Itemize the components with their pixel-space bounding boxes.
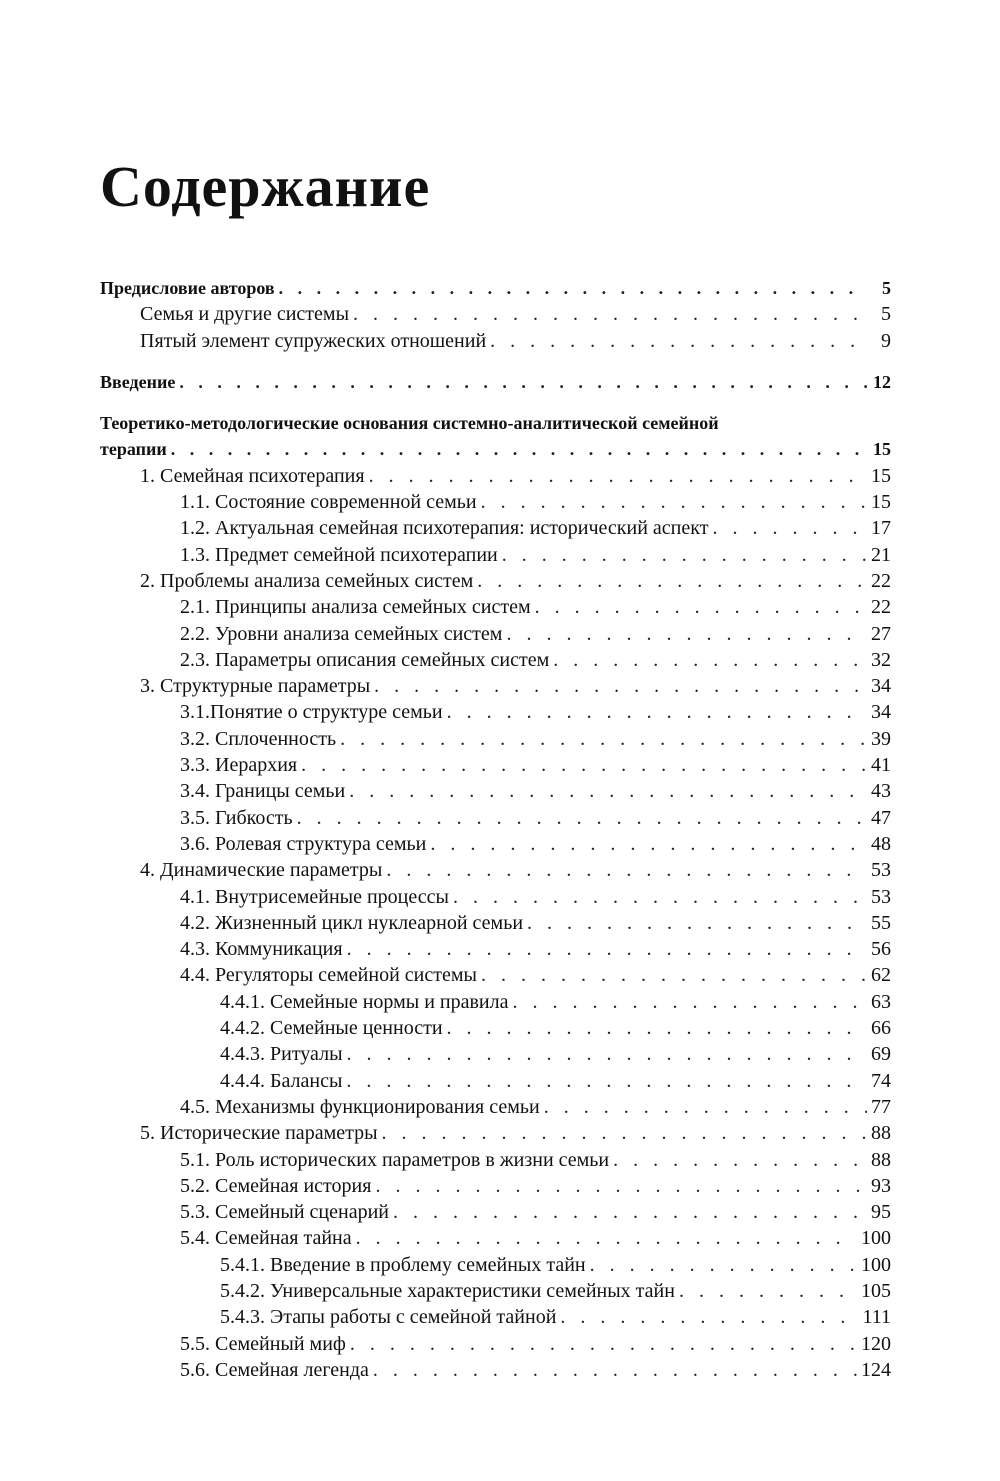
toc-entry-label: 4. Динамические параметры bbox=[140, 859, 383, 882]
toc-entry-label: Предисловие авторов bbox=[100, 278, 275, 298]
table-of-contents bbox=[100, 275, 891, 1383]
dot-leader bbox=[374, 673, 867, 699]
dot-leader bbox=[613, 1147, 867, 1173]
dot-leader bbox=[279, 275, 867, 301]
dot-leader bbox=[353, 301, 867, 327]
toc-page-number: 5 bbox=[881, 303, 891, 326]
dot-leader bbox=[712, 515, 867, 541]
toc-entry-label: 4.1. Внутрисемейные процессы bbox=[180, 885, 449, 908]
toc-page-number: 12 bbox=[873, 371, 891, 392]
toc-page-number: 32 bbox=[871, 648, 891, 671]
toc-page-number: 21 bbox=[871, 543, 891, 566]
toc-page-number: 105 bbox=[861, 1279, 891, 1302]
toc-entry[interactable] bbox=[100, 301, 891, 327]
dot-leader bbox=[349, 778, 867, 804]
toc-entry[interactable] bbox=[100, 805, 891, 831]
dot-leader bbox=[346, 1068, 867, 1094]
toc-entry-label: 5.4. Семейная тайна bbox=[180, 1227, 352, 1250]
toc-entry[interactable] bbox=[100, 1225, 891, 1251]
toc-entry[interactable] bbox=[100, 436, 891, 462]
dot-leader bbox=[373, 1357, 857, 1383]
toc-entry-label: Пятый элемент супружеских отношений bbox=[140, 329, 487, 352]
toc-page-number: 124 bbox=[861, 1358, 891, 1381]
dot-leader bbox=[513, 989, 868, 1015]
page-title: Содержание bbox=[100, 154, 431, 219]
toc-entry[interactable] bbox=[100, 752, 891, 778]
toc-page-number: 34 bbox=[871, 701, 891, 724]
toc-entry[interactable] bbox=[100, 699, 891, 725]
toc-page-number: 56 bbox=[871, 938, 891, 961]
toc-entry[interactable] bbox=[100, 328, 891, 354]
toc-entry-label: 2.3. Параметры описания семейных систем bbox=[180, 648, 550, 671]
toc-entry[interactable] bbox=[100, 369, 891, 395]
toc-entry-label: 4.2. Жизненный цикл нуклеарной семьи bbox=[180, 911, 524, 934]
dot-leader bbox=[369, 463, 867, 489]
toc-entry[interactable] bbox=[100, 275, 891, 301]
dot-leader bbox=[453, 884, 867, 910]
dot-leader bbox=[340, 726, 867, 752]
toc-entry-label: 3.2. Сплоченность bbox=[180, 727, 337, 750]
toc-entry[interactable] bbox=[100, 594, 891, 620]
toc-entry[interactable] bbox=[100, 831, 891, 857]
toc-page-number: 48 bbox=[871, 832, 891, 855]
toc-entry[interactable] bbox=[100, 542, 891, 568]
toc-page-number: 66 bbox=[871, 1017, 891, 1040]
toc-entry-label: 3.6. Ролевая структура семьи bbox=[180, 832, 427, 855]
dot-leader bbox=[590, 1252, 857, 1278]
toc-entry-label: 4.4.1. Семейные нормы и правила bbox=[220, 990, 509, 1013]
toc-entry-label: 3.4. Границы семьи bbox=[180, 780, 346, 803]
toc-entry[interactable] bbox=[100, 910, 891, 936]
toc-entry[interactable] bbox=[100, 962, 891, 988]
toc-entry[interactable] bbox=[100, 989, 891, 1015]
dot-leader bbox=[490, 328, 867, 354]
toc-page-number: 62 bbox=[871, 964, 891, 987]
toc-entry-label: 1.2. Актуальная семейная психотерапия: исторический аспект bbox=[180, 517, 709, 540]
dot-leader bbox=[481, 489, 867, 515]
toc-page-number: 88 bbox=[871, 1122, 891, 1145]
toc-entry-label: 5.3. Семейный сценарий bbox=[180, 1201, 389, 1224]
toc-page-number: 5 bbox=[882, 278, 891, 298]
toc-entry-label: терапии bbox=[100, 439, 167, 460]
toc-entry-label: 5.1. Роль исторических параметров в жизни семьи bbox=[180, 1148, 610, 1171]
dot-leader bbox=[301, 752, 867, 778]
toc-entry-label: 3.5. Гибкость bbox=[180, 806, 293, 829]
toc-entry[interactable] bbox=[100, 1094, 891, 1120]
toc-page-number: 69 bbox=[871, 1043, 891, 1066]
toc-page-number: 53 bbox=[871, 885, 891, 908]
dot-leader bbox=[506, 621, 867, 647]
toc-page-number: 22 bbox=[871, 569, 891, 592]
toc-entry-label: Введение bbox=[100, 371, 176, 392]
dot-leader bbox=[375, 1173, 867, 1199]
toc-page-number: 15 bbox=[871, 491, 891, 514]
toc-entry[interactable] bbox=[100, 1015, 891, 1041]
toc-page-number: 27 bbox=[871, 622, 891, 645]
dot-leader bbox=[553, 647, 867, 673]
toc-entry-label: 5.5. Семейный миф bbox=[180, 1332, 346, 1355]
toc-entry-label: 4.4.4. Балансы bbox=[220, 1069, 343, 1092]
toc-entry-label: 5.4.2. Универсальные характеристики семейных тайн bbox=[220, 1279, 675, 1302]
toc-entry-label: 2.2. Уровни анализа семейных систем bbox=[180, 622, 503, 645]
toc-entry[interactable] bbox=[100, 1357, 891, 1383]
toc-page-number: 100 bbox=[861, 1253, 891, 1276]
dot-leader bbox=[447, 1015, 867, 1041]
toc-page-number: 53 bbox=[871, 859, 891, 882]
dot-leader bbox=[347, 1041, 867, 1067]
toc-entry-label: 2. Проблемы анализа семейных систем bbox=[140, 569, 474, 592]
toc-entry[interactable] bbox=[100, 1068, 891, 1094]
toc-entry-label: 4.4.3. Ритуалы bbox=[220, 1043, 343, 1066]
dot-leader bbox=[386, 857, 867, 883]
toc-page-number: 111 bbox=[862, 1306, 891, 1329]
toc-page-number: 55 bbox=[871, 911, 891, 934]
toc-entry[interactable] bbox=[100, 1331, 891, 1357]
toc-entry-label: 5.4.1. Введение в проблему семейных тайн bbox=[220, 1253, 586, 1276]
toc-entry[interactable] bbox=[100, 1199, 891, 1225]
toc-page-number: 120 bbox=[861, 1332, 891, 1355]
toc-entry-label: 2.1. Принципы анализа семейных систем bbox=[180, 596, 531, 619]
dot-leader bbox=[481, 962, 867, 988]
toc-entry[interactable] bbox=[100, 726, 891, 752]
dot-leader bbox=[535, 594, 867, 620]
toc-page-number: 100 bbox=[861, 1227, 891, 1250]
toc-entry-label: 3.1.Понятие о структуре семьи bbox=[180, 701, 443, 724]
toc-page-number: 39 bbox=[871, 727, 891, 750]
toc-page-number: 15 bbox=[873, 439, 891, 460]
dot-leader bbox=[502, 542, 867, 568]
toc-entry[interactable] bbox=[100, 1278, 891, 1304]
toc-page-number: 47 bbox=[871, 806, 891, 829]
dot-leader bbox=[297, 805, 867, 831]
toc-page-number: 9 bbox=[881, 329, 891, 352]
dot-leader bbox=[382, 1120, 867, 1146]
toc-section-heading: Теоретико-методологические основания системно-аналитической семейной bbox=[100, 413, 719, 434]
dot-leader bbox=[347, 936, 867, 962]
toc-page-number: 63 bbox=[871, 990, 891, 1013]
toc-entry[interactable] bbox=[100, 1252, 891, 1278]
toc-entry-label: 1.1. Состояние современной семьи bbox=[180, 491, 477, 514]
toc-entry[interactable] bbox=[100, 778, 891, 804]
toc-page-number: 17 bbox=[871, 517, 891, 540]
toc-page-number: 95 bbox=[871, 1201, 891, 1224]
toc-page-number: 34 bbox=[871, 675, 891, 698]
toc-entry[interactable] bbox=[100, 489, 891, 515]
toc-entry[interactable] bbox=[100, 857, 891, 883]
dot-leader bbox=[350, 1331, 857, 1357]
toc-page-number: 43 bbox=[871, 780, 891, 803]
toc-entry-label: 5. Исторические параметры bbox=[140, 1122, 378, 1145]
toc-entry[interactable] bbox=[100, 1041, 891, 1067]
toc-entry-label: 4.3. Коммуникация bbox=[180, 938, 343, 961]
toc-entry-label: 5.2. Семейная история bbox=[180, 1174, 372, 1197]
dot-leader bbox=[560, 1304, 858, 1330]
toc-entry-label: 3. Структурные параметры bbox=[140, 675, 371, 698]
toc-entry[interactable] bbox=[100, 463, 891, 489]
toc-entry[interactable] bbox=[100, 1304, 891, 1330]
toc-entry[interactable] bbox=[100, 621, 891, 647]
toc-entry-label: 5.6. Семейная легенда bbox=[180, 1358, 369, 1381]
toc-entry[interactable] bbox=[100, 515, 891, 541]
toc-page-number: 22 bbox=[871, 596, 891, 619]
toc-entry-label: 4.4. Регуляторы семейной системы bbox=[180, 964, 477, 987]
toc-entry[interactable] bbox=[100, 884, 891, 910]
dot-leader bbox=[179, 369, 867, 395]
toc-page-number: 15 bbox=[871, 464, 891, 487]
toc-entry[interactable] bbox=[100, 1173, 891, 1199]
toc-page-number: 41 bbox=[871, 754, 891, 777]
dot-leader bbox=[393, 1199, 867, 1225]
toc-page-number: 88 bbox=[871, 1148, 891, 1171]
dot-leader bbox=[527, 910, 867, 936]
toc-entry[interactable] bbox=[100, 936, 891, 962]
toc-entry-label: 5.4.3. Этапы работы с семейной тайной bbox=[220, 1306, 557, 1329]
toc-entry-label: 3.3. Иерархия bbox=[180, 754, 298, 777]
dot-leader bbox=[477, 568, 867, 594]
dot-leader bbox=[171, 436, 867, 462]
toc-entry-label: 4.5. Механизмы функционирования семьи bbox=[180, 1095, 540, 1118]
dot-leader bbox=[679, 1278, 857, 1304]
toc-entry[interactable] bbox=[100, 1120, 891, 1146]
toc-entry[interactable] bbox=[100, 568, 891, 594]
toc-entry[interactable] bbox=[100, 673, 891, 699]
dot-leader bbox=[356, 1225, 857, 1251]
toc-page-number: 74 bbox=[871, 1069, 891, 1092]
dot-leader bbox=[430, 831, 867, 857]
toc-entry-label: 4.4.2. Семейные ценности bbox=[220, 1017, 443, 1040]
toc-entry[interactable] bbox=[100, 1147, 891, 1173]
toc-page-number: 77 bbox=[871, 1095, 891, 1118]
toc-entry-label: Семья и другие системы bbox=[140, 303, 350, 326]
dot-leader bbox=[544, 1094, 867, 1120]
toc-entry-label: 1. Семейная психотерапия bbox=[140, 464, 365, 487]
toc-entry[interactable] bbox=[100, 647, 891, 673]
toc-page-number: 93 bbox=[871, 1174, 891, 1197]
dot-leader bbox=[447, 699, 867, 725]
toc-entry-label: 1.3. Предмет семейной психотерапии bbox=[180, 543, 498, 566]
